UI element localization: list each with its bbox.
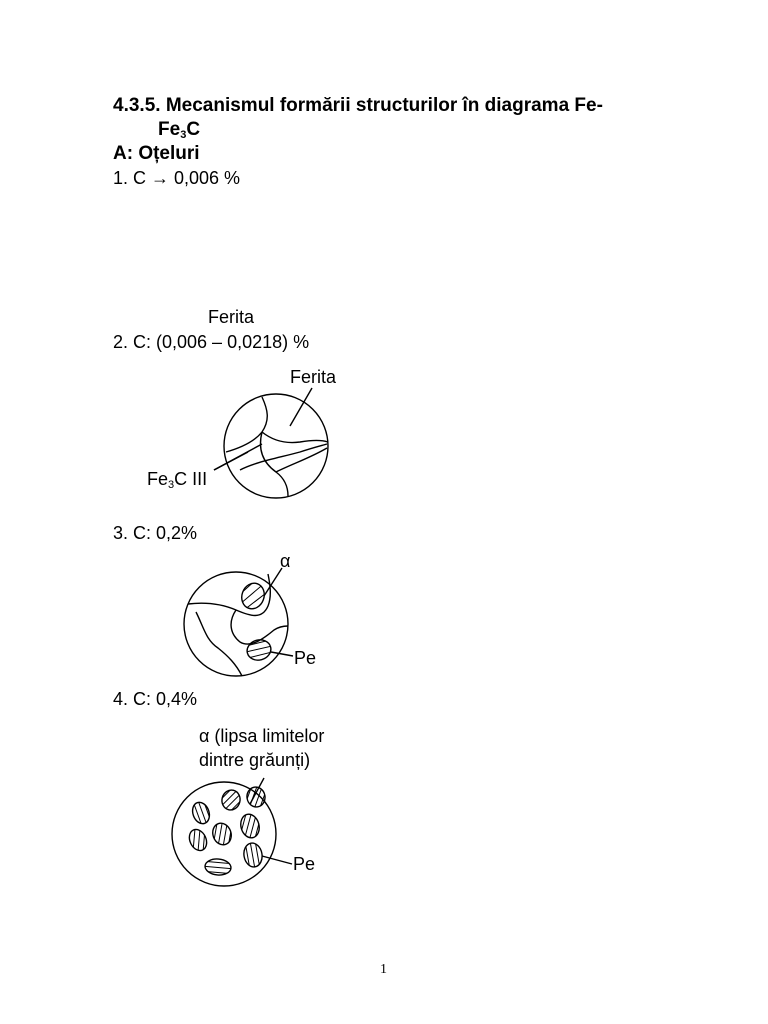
pearlite-grain [210,821,234,848]
pearlite-grain [204,858,231,876]
item-4-label-alpha-line2: dintre grăunți) [199,750,311,770]
subsection-heading: A: Oțeluri [113,143,200,164]
pearlite-grain [190,800,213,826]
page-number: 1 [380,962,387,977]
item-3-label-pe: Pe [294,648,317,668]
pearlite-grain [242,842,264,869]
pearlite-grain [238,812,262,840]
item-1-text: 1. C → 0,006 % [113,168,241,188]
item-4-text: 4. C: 0,4% [113,689,198,709]
item-1-label-ferita: Ferita [208,307,255,327]
section-heading-continuation: $Fe_3C$ [158,119,201,141]
item-4-label-alpha-line1: α (lipsa limitelor [199,726,325,746]
pearlite-grain [186,827,210,854]
item-2-label-fe3c: $Fe_3C$ III [147,469,208,491]
item-2-text: 2. C: (0,006 – 0,0218) % [113,332,310,352]
item-2-label-ferita: Ferita [290,367,337,387]
item-3-label-alpha: α [280,551,291,571]
pearlite-grain [220,788,243,812]
item-4-label-pe: Pe [293,854,316,874]
item-3-text: 3. C: 0,2% [113,523,198,543]
section-heading: 4.3.5. Mecanismul formării structurilor în diagrama Fe- [113,95,603,116]
pearlite-grain [245,786,266,809]
